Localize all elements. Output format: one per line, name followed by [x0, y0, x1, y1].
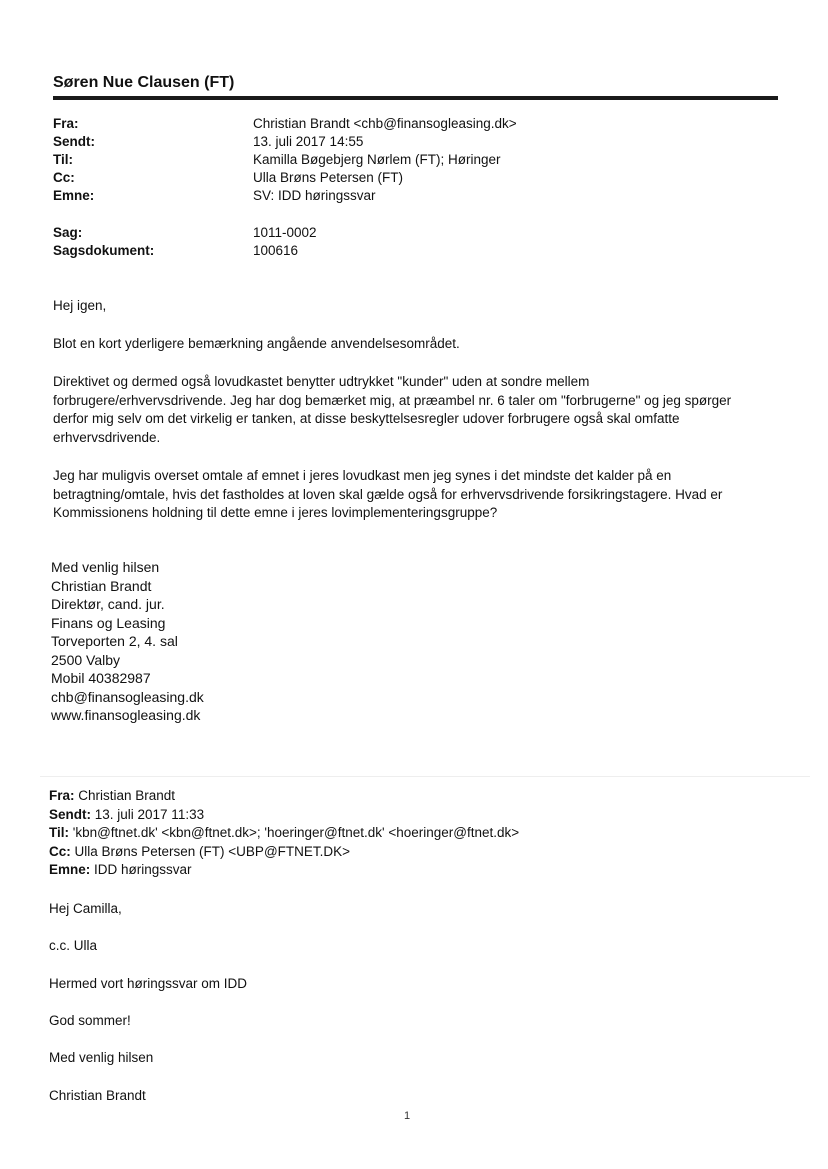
header-case-value: 1011-0002 — [253, 225, 317, 240]
forward-separator — [40, 776, 810, 777]
header-sent-row — [53, 133, 778, 151]
forwarded-cc-row — [49, 843, 519, 862]
body-paragraph-3 — [53, 467, 773, 523]
header-from-row — [53, 115, 778, 133]
signature-email: chb@finansogleasing.dk — [51, 688, 204, 705]
signature-city: 2500 Valby — [51, 651, 121, 668]
signature-company: Finans og Leasing — [51, 614, 166, 631]
header-case-label: Sag: — [53, 225, 83, 240]
forwarded-subject-value: IDD høringssvar — [90, 862, 192, 877]
header-from-value: Christian Brandt <chb@finansogleasing.dk> — [253, 116, 517, 131]
body-paragraph-2-line: derfor mig selv om det virkelig er tanken, at disse beskyttelsesregler udover forbrugere også skal omfatte — [53, 411, 680, 426]
header-to-label: Til: — [53, 152, 73, 167]
forwarded-to-value: 'kbn@ftnet.dk' <kbn@ftnet.dk>; 'hoeringer@ftnet.dk' <hoeringer@ftnet.dk> — [69, 825, 520, 840]
header-sent-value: 13. juli 2017 14:55 — [253, 134, 364, 149]
header-from-label: Fra: — [53, 116, 79, 131]
forwarded-header — [49, 787, 519, 880]
signature-web: www.finansogleasing.dk — [51, 707, 201, 723]
header-cc-label: Cc: — [53, 170, 75, 185]
forwarded-sent-row — [49, 806, 519, 825]
forwarded-sent-value: 13. juli 2017 11:33 — [91, 806, 205, 822]
body-greeting: Hej igen, — [53, 298, 107, 313]
signature-block — [51, 558, 204, 725]
header-subject-row — [53, 187, 778, 205]
body-paragraph-1: Blot en kort yderligere bemærkning angående anvendelsesområdet. — [53, 336, 460, 351]
body-paragraph-3-line: Jeg har muligvis overset omtale af emnet i jeres lovudkast men jeg synes i det mindste det kalder på en — [53, 468, 672, 483]
signature-mobile: Mobil 40382987 — [51, 670, 151, 686]
header-cc-value: Ulla Brøns Petersen (FT) — [253, 170, 404, 185]
body-paragraph-2-line: Direktivet og dermed også lovudkastet benytter udtrykket "kunder" uden at sondre mellem — [53, 374, 590, 389]
signature-title: Direktør, cand. jur. — [51, 596, 165, 612]
body-paragraph-3-line: betragtning/omtale, hvis det fastholdes at loven skal gælde også for erhvervsdrivende forsikringstagere. Hvad er — [53, 486, 723, 502]
forwarded-cc-line: c.c. Ulla — [49, 938, 98, 953]
body-paragraph-2 — [53, 373, 773, 447]
body-paragraph-3-line: Kommissionens holdning til dette emne i jeres lovimplementeringsgruppe? — [53, 505, 498, 520]
forwarded-subject-row — [49, 861, 519, 880]
header-to-row — [53, 151, 778, 169]
forwarded-from-row — [49, 787, 519, 806]
header-cc-row — [53, 169, 778, 187]
header-subject-label: Emne: — [53, 188, 95, 203]
forwarded-greeting: Hej Camilla, — [49, 901, 122, 916]
forwarded-cc-value: Ulla Brøns Petersen (FT) <UBP@FTNET.DK> — [70, 843, 351, 859]
signature-street: Torveporten 2, 4. sal — [51, 633, 178, 649]
forwarded-cc-label: Cc: — [49, 843, 71, 859]
forwarded-name: Christian Brandt — [49, 1088, 146, 1103]
header-subject-value: SV: IDD høringssvar — [253, 188, 376, 203]
forwarded-closing: Med venlig hilsen — [49, 1050, 154, 1065]
forwarded-line-1: Hermed vort høringssvar om IDD — [49, 976, 248, 991]
header-casedoc-value: 100616 — [253, 243, 299, 258]
forwarded-from-value: Christian Brandt — [74, 788, 176, 803]
header-to-value: Kamilla Bøgebjerg Nørlem (FT); Høringer — [253, 152, 501, 167]
header-casedoc-row — [53, 242, 778, 260]
body-paragraph-2-line: erhvervsdrivende. — [53, 429, 161, 445]
signature-name: Christian Brandt — [51, 577, 152, 594]
forwarded-subject-label: Emne: — [49, 862, 91, 877]
header-rule — [53, 96, 778, 100]
forwarded-to-row — [49, 824, 519, 843]
body-paragraph-2-line: forbrugere/erhvervsdrivende. Jeg har dog bemærket mig, at præambel nr. 6 taler om "forbrugerne" og jeg spørger — [53, 392, 732, 408]
forwarded-from-label: Fra: — [49, 788, 75, 803]
page-number: 1 — [404, 1110, 411, 1122]
header-case-row — [53, 224, 778, 242]
forwarded-line-2: God sommer! — [49, 1013, 131, 1028]
header-casedoc-label: Sagsdokument: — [53, 243, 155, 258]
header-sent-label: Sendt: — [53, 134, 95, 149]
signature-closing: Med venlig hilsen — [51, 559, 160, 575]
forwarded-to-label: Til: — [49, 825, 69, 840]
document-owner-name: Søren Nue Clausen (FT) — [53, 74, 235, 91]
forwarded-sent-label: Sendt: — [49, 806, 91, 822]
